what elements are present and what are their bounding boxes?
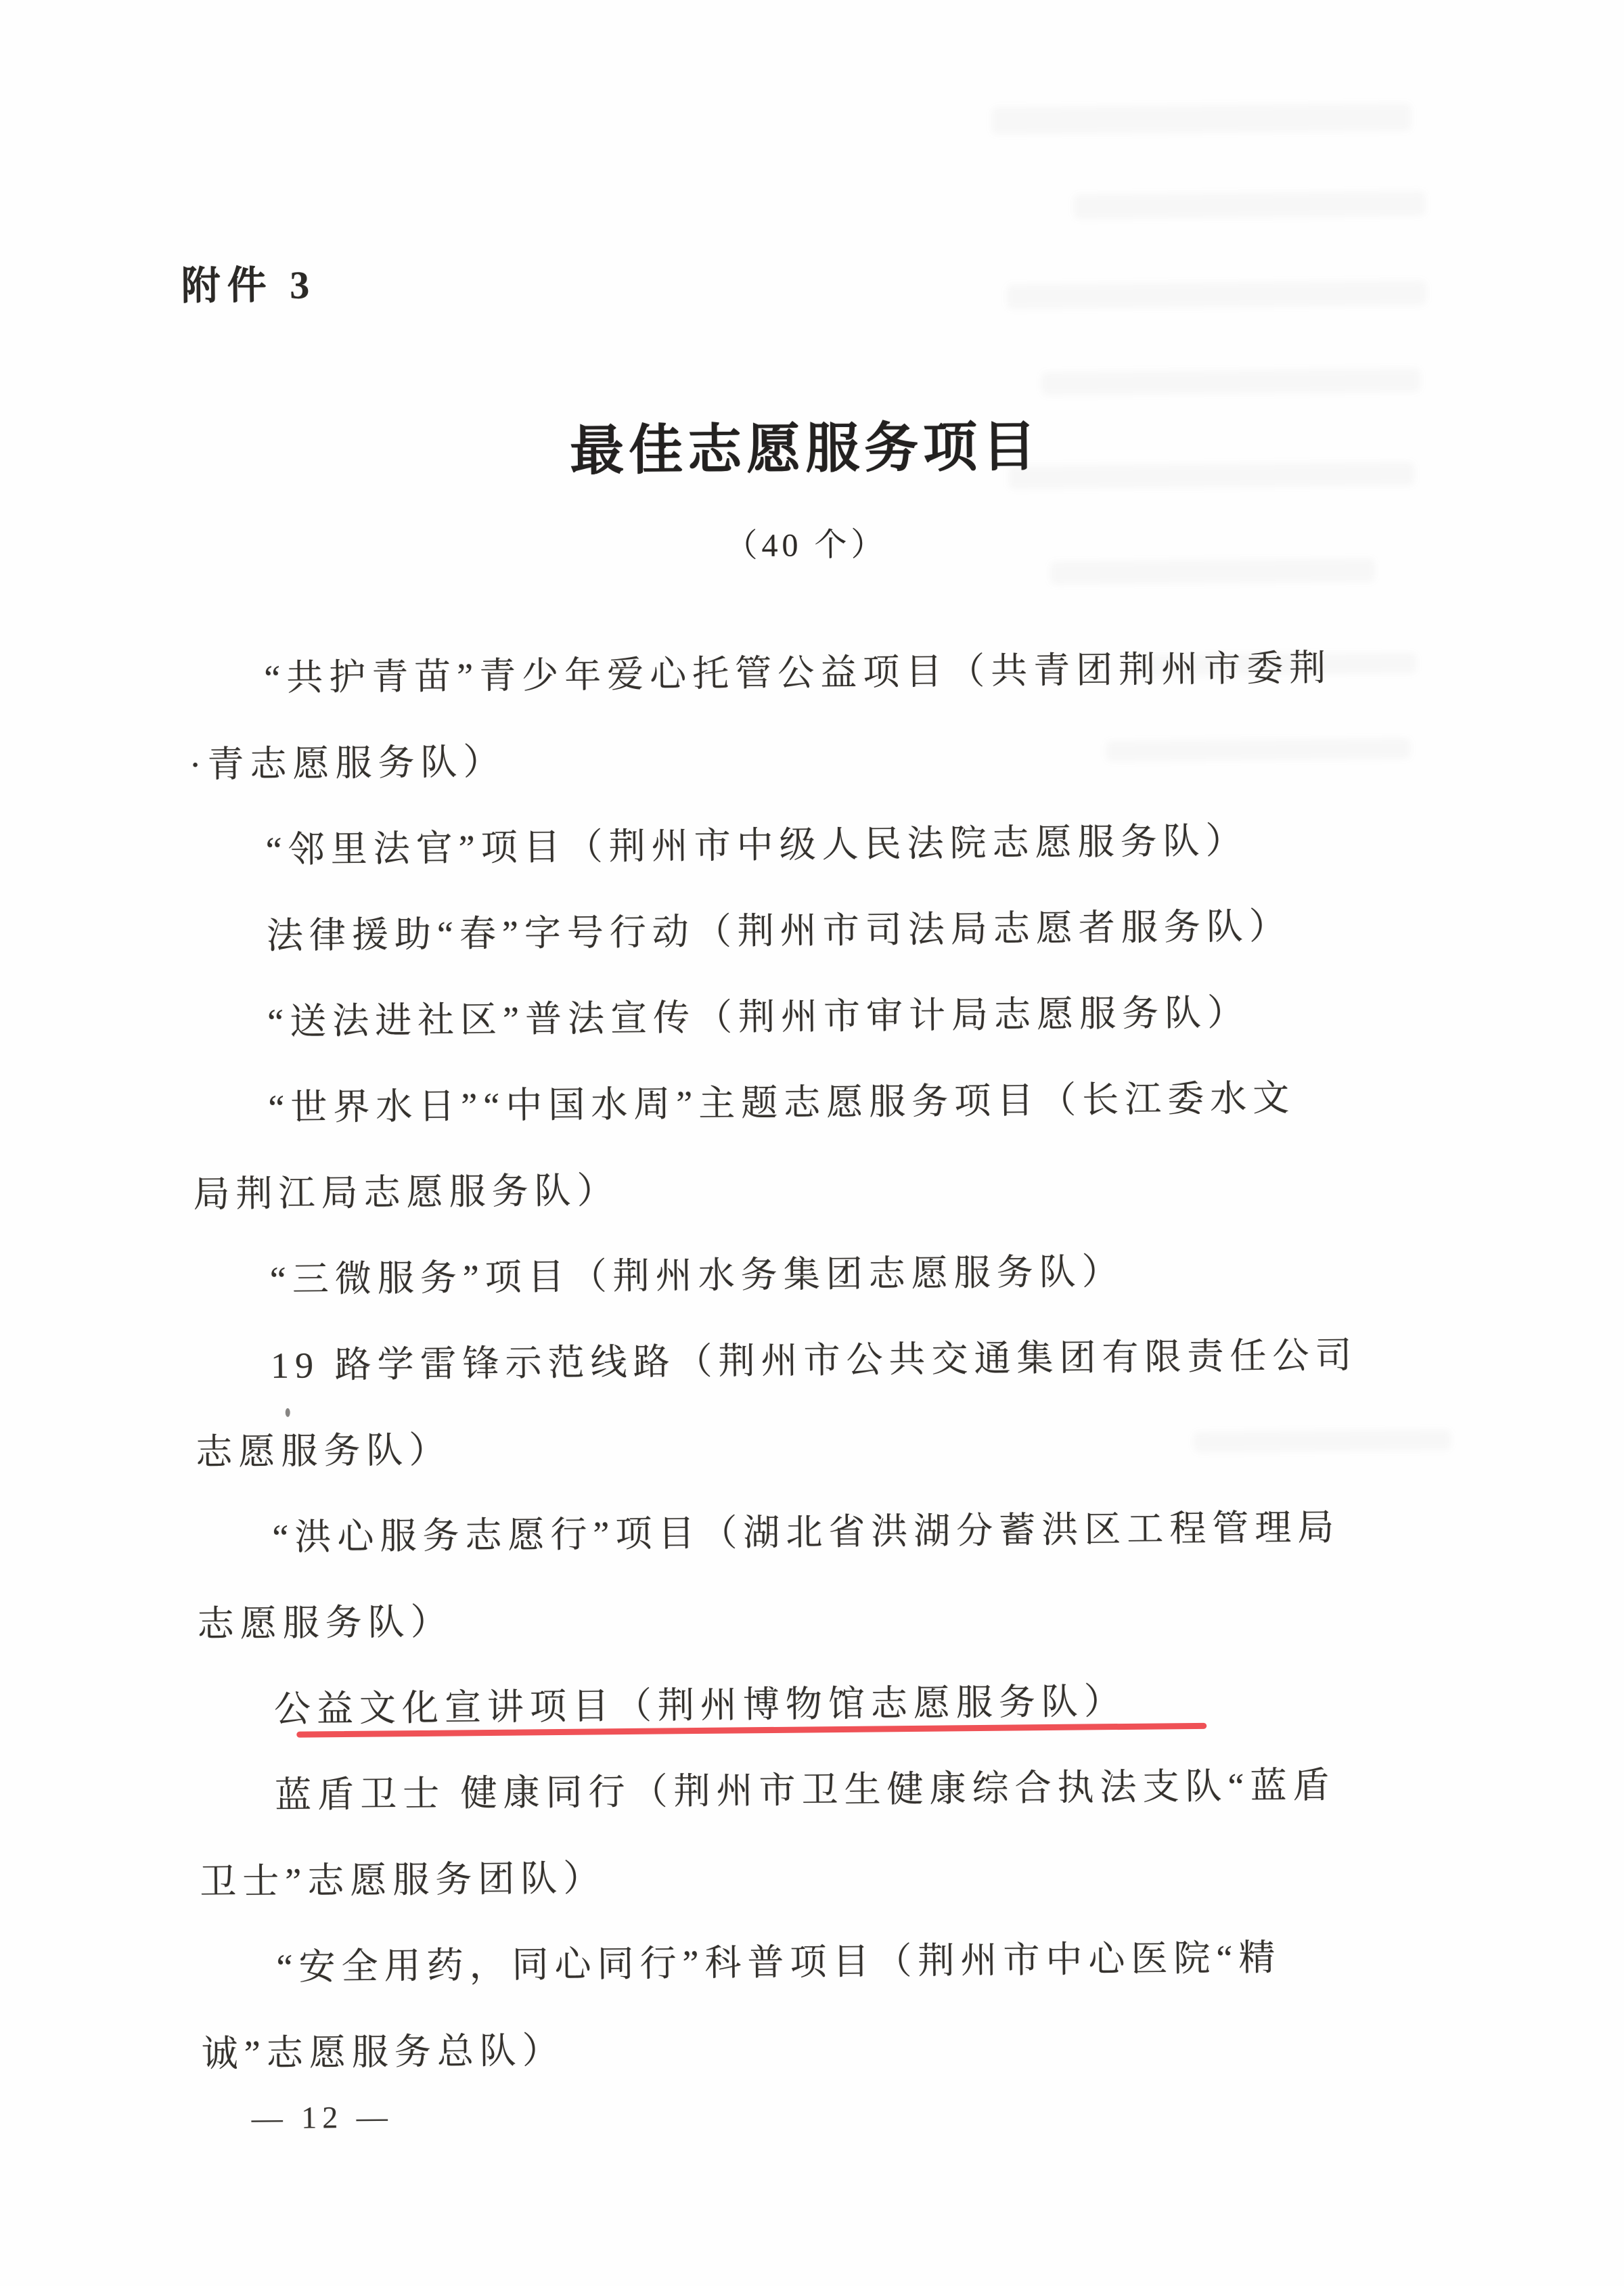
project-line: “共护青苗”青少年爱心托管公益项目（共青团荆州市委荆 [264, 647, 1332, 699]
project-line: 诚”志愿服务总队） [201, 2030, 566, 2075]
highlighted-project-line [198, 1655, 1560, 1753]
attachment-label: 附件 3 [181, 263, 317, 309]
page-number: — 12 — [251, 2099, 393, 2136]
project-line: 法律援助“春”字号行动（荆州市司法局志愿者服务队） [266, 905, 1292, 957]
project-line: “邻里法官”项目（荆州市中级人民法院志愿服务队） [265, 820, 1248, 871]
bleedthrough-smudge [1074, 192, 1426, 219]
project-line: ·青志愿服务队） [189, 741, 506, 786]
project-line: “送法进社区”普法宣传（荆州市审计局志愿服务队） [267, 992, 1250, 1043]
project-line: 局荆江局志愿服务队） [193, 1170, 620, 1215]
project-line: “洪心服务志愿行”项目（湖北省洪湖分蓄洪区工程管理局 [272, 1506, 1340, 1559]
project-line: 19 路学雷锋示范线路（荆州市公共交通集团有限责任公司 [270, 1335, 1358, 1387]
project-line: 志愿服务队） [195, 1429, 452, 1473]
project-line: 志愿服务队） [197, 1601, 453, 1645]
page-title: 最佳志愿服务项目 [569, 415, 1041, 483]
project-line: 卫士”志愿服务团队） [200, 1858, 606, 1903]
project-line: “三微服务”项目（荆州水务集团志愿服务队） [269, 1251, 1125, 1301]
project-line: “安全用药，同心同行”科普项目（荆州市中心医院“精 [276, 1937, 1282, 1988]
project-line: “世界水日”“中国水周”主题志愿服务项目（长江委水文 [268, 1077, 1296, 1129]
bleedthrough-smudge [991, 104, 1411, 135]
bleedthrough-smudge [1041, 369, 1420, 395]
project-count-note: （40 个） [725, 526, 888, 564]
project-line: 蓝盾卫士 健康同行（荆州市卫生健康综合执法支队“蓝盾 [274, 1764, 1336, 1816]
bleedthrough-smudge [1007, 281, 1426, 309]
project-line: 公益文化宣讲项目（荆州博物馆志愿服务队） [273, 1680, 1127, 1730]
